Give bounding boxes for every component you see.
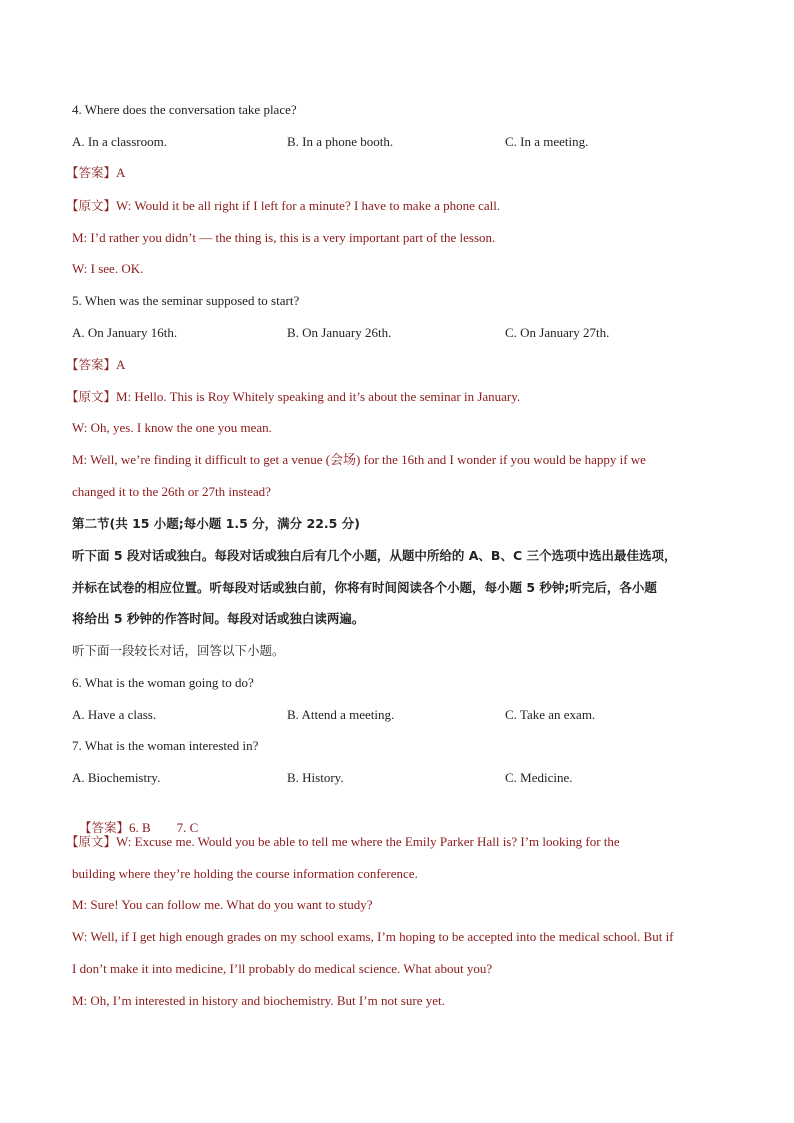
q5-transcript-line-2: W: Oh, yes. I know the one you mean. <box>72 420 272 435</box>
transcript-tag: 【原文】 <box>66 834 117 849</box>
q67-transcript-line-3: M: Sure! You can follow me. What do you want to study? <box>72 897 373 912</box>
answer-tag: 【答案】 <box>79 820 130 835</box>
q5-option-a: A. On January 16th. <box>72 325 178 340</box>
q67-transcript-text-1: W: Excuse me. Would you be able to tell me where the Emily Parker Hall is? I’m looking for the <box>116 834 620 849</box>
q7-option-b: B. History. <box>287 770 344 785</box>
q4-option-a: A. In a classroom. <box>72 134 167 149</box>
section-title: 第二节(共 15 小题;每小题 1.5 分，满分 22.5 分) <box>72 516 360 531</box>
q7-option-a: A. Biochemistry. <box>72 770 161 785</box>
q4-transcript-line-1 <box>66 197 500 215</box>
question-6: 6. What is the woman going to do? <box>72 675 254 690</box>
q4-transcript-line-3: W: I see. OK. <box>72 261 144 276</box>
q67-transcript-line-5: I don’t make it into medicine, I’ll probably do medical science. What about you? <box>72 961 493 976</box>
q6-option-a: A. Have a class. <box>72 707 157 722</box>
q4-transcript-line-2: M: I’d rather you didn’t — the thing is, this is a very important part of the lesson. <box>72 230 496 245</box>
q67-transcript-line-1 <box>66 833 620 851</box>
q5-option-b: B. On January 26th. <box>287 325 392 340</box>
q67-answer-value: 6. B 7. C <box>129 820 199 835</box>
question-7: 7. What is the woman interested in? <box>72 738 259 753</box>
transcript-tag: 【原文】 <box>66 389 117 404</box>
q67-transcript-line-6: M: Oh, I’m interested in history and biochemistry. But I’m not sure yet. <box>72 993 445 1008</box>
q5-answer-value: A <box>116 357 126 372</box>
q4-option-c: C. In a meeting. <box>505 134 589 149</box>
q6-option-c: C. Take an exam. <box>505 707 596 722</box>
question-4: 4. Where does the conversation take place? <box>72 102 297 117</box>
section-instructions-2: 并标在试卷的相应位置。听每段对话或独白前，你将有时间阅读各个小题，每小题 5 秒钟;听完后，各小题 <box>72 580 657 595</box>
q4-option-b: B. In a phone booth. <box>287 134 394 149</box>
transcript-tag: 【原文】 <box>66 198 117 213</box>
q5-answer <box>66 356 125 374</box>
section-instructions-1: 听下面 5 段对话或独白。每段对话或独白后有几个小题，从题中所给的 A、B、C 三个选项中选出最佳选项， <box>72 548 677 563</box>
q7-option-c: C. Medicine. <box>505 770 573 785</box>
question-5: 5. When was the seminar supposed to start? <box>72 293 300 308</box>
q5-transcript-line-4: changed it to the 26th or 27th instead? <box>72 484 271 499</box>
answer-tag: 【答案】 <box>66 165 117 180</box>
q67-transcript-line-2: building where they’re holding the course information conference. <box>72 866 418 881</box>
q67-transcript-line-4: W: Well, if I get high enough grades on my school exams, I’m hoping to be accepted into the medical school. But if <box>72 929 674 944</box>
section-lead: 听下面一段较长对话，回答以下小题。 <box>72 643 285 658</box>
q4-answer-value: A <box>116 165 126 180</box>
q5-transcript-line-3: M: Well, we’re finding it difficult to get a venue (会场) for the 16th and I wonder if you would be happy if we <box>72 452 646 467</box>
q5-option-c: C. On January 27th. <box>505 325 610 340</box>
answer-tag: 【答案】 <box>66 357 117 372</box>
q5-transcript-text-1: M: Hello. This is Roy Whitely speaking and it’s about the seminar in January. <box>116 389 521 404</box>
q4-transcript-text-1: W: Would it be all right if I left for a minute? I have to make a phone call. <box>116 198 501 213</box>
section-instructions-3: 将给出 5 秒钟的作答时间。每段对话或独白读两遍。 <box>72 611 365 626</box>
q4-answer <box>66 164 125 182</box>
q5-transcript-line-1 <box>66 388 520 406</box>
q6-option-b: B. Attend a meeting. <box>287 707 395 722</box>
